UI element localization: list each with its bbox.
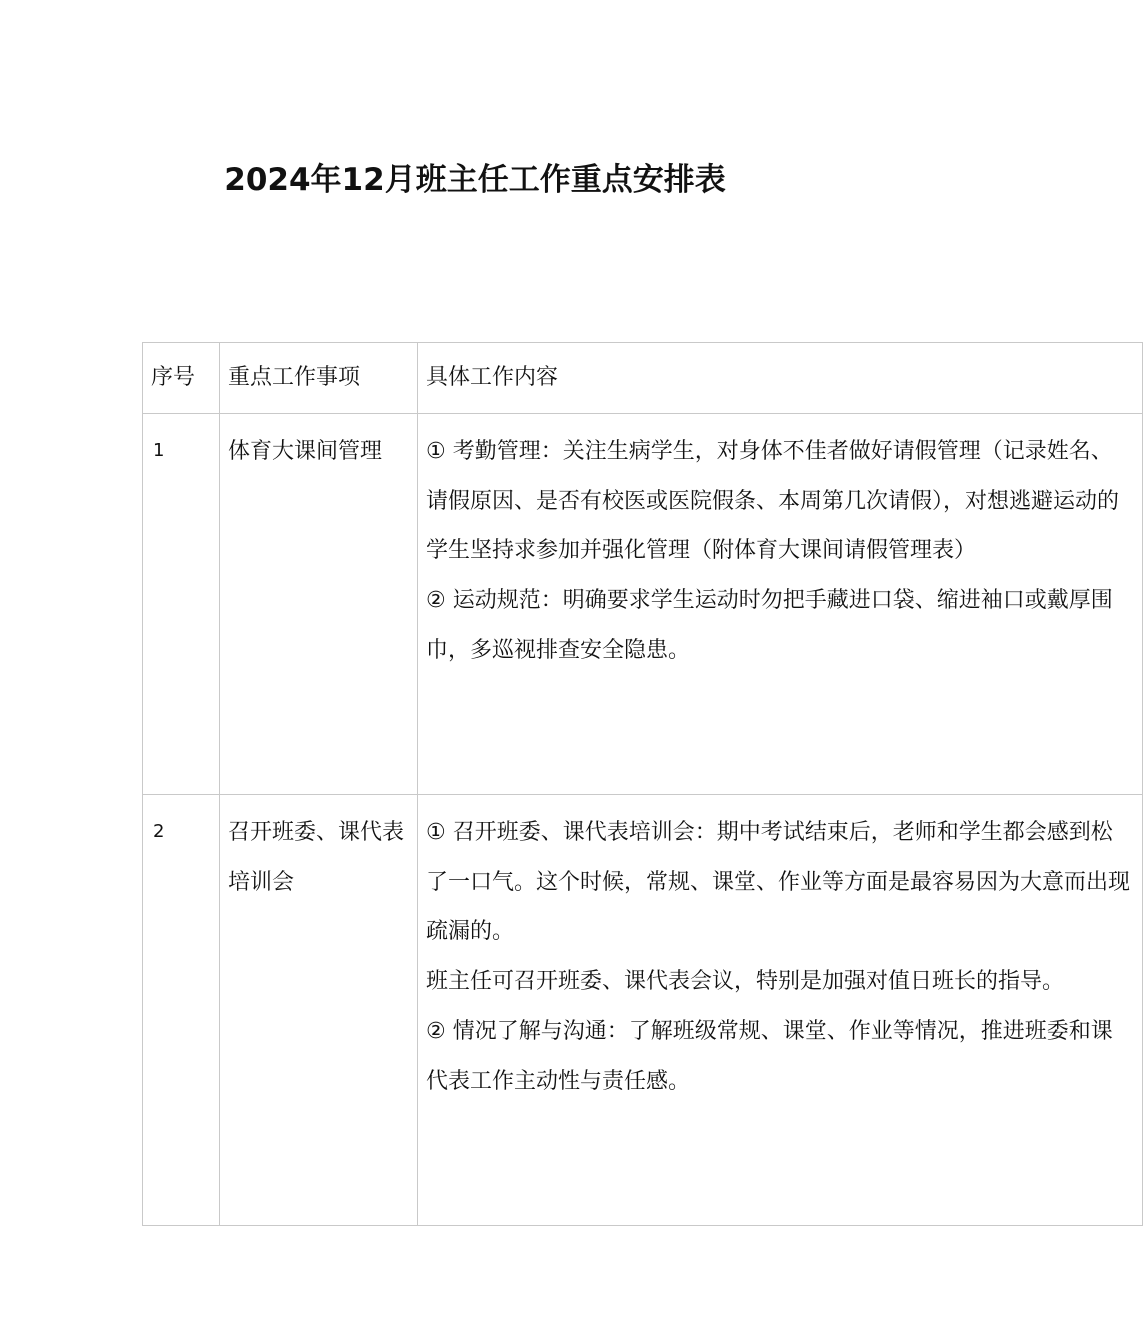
- content-paragraph: ② 情况了解与沟通：了解班级常规、课堂、作业等情况，推进班委和课代表工作主动性与责任感。: [426, 1018, 1113, 1094]
- content-paragraph: 班主任可召开班委、课代表会议，特别是加强对值日班长的指导。: [426, 969, 1065, 995]
- row-content: [418, 414, 1143, 795]
- row-item: [220, 795, 418, 1226]
- table-row: [143, 414, 1143, 795]
- row-content-text: [426, 795, 1134, 1106]
- content-paragraph: ② 运动规范：明确要求学生运动时勿把手藏进口袋、缩进袖口或戴厚围巾，多巡视排查安全隐患。: [426, 588, 1113, 663]
- work-plan-table: [142, 342, 1131, 1202]
- row-content: [418, 795, 1143, 1226]
- row-item: [220, 414, 418, 795]
- header-item: 重点工作事项: [220, 343, 418, 414]
- page-title: 2024年12月班主任工作重点安排表: [224, 162, 726, 198]
- row-item-text: 体育大课间管理: [228, 439, 383, 464]
- table-header-row: [143, 343, 1143, 414]
- table-row: [143, 795, 1143, 1226]
- row-item-text: 召开班委、课代表培训会: [228, 820, 405, 895]
- header-no: 序号: [143, 343, 220, 414]
- content-paragraph: ① 考勤管理：关注生病学生，对身体不佳者做好请假管理（记录姓名、请假原因、是否有校医或医院假条、本周第几次请假），对想逃避运动的学生坚持求参加并强化管理（附体育大课间请假管理表）: [426, 439, 1120, 564]
- row-content-text: [426, 414, 1134, 676]
- content-paragraph: ① 召开班委、课代表培训会：期中考试结束后，老师和学生都会感到松了一口气。这个时候，常规、课堂、作业等方面是最容易因为大意而出现疏漏的。: [426, 820, 1131, 945]
- row-number: 2: [143, 795, 220, 1226]
- row-number: 1: [143, 414, 220, 795]
- header-content: 具体工作内容: [418, 343, 1143, 414]
